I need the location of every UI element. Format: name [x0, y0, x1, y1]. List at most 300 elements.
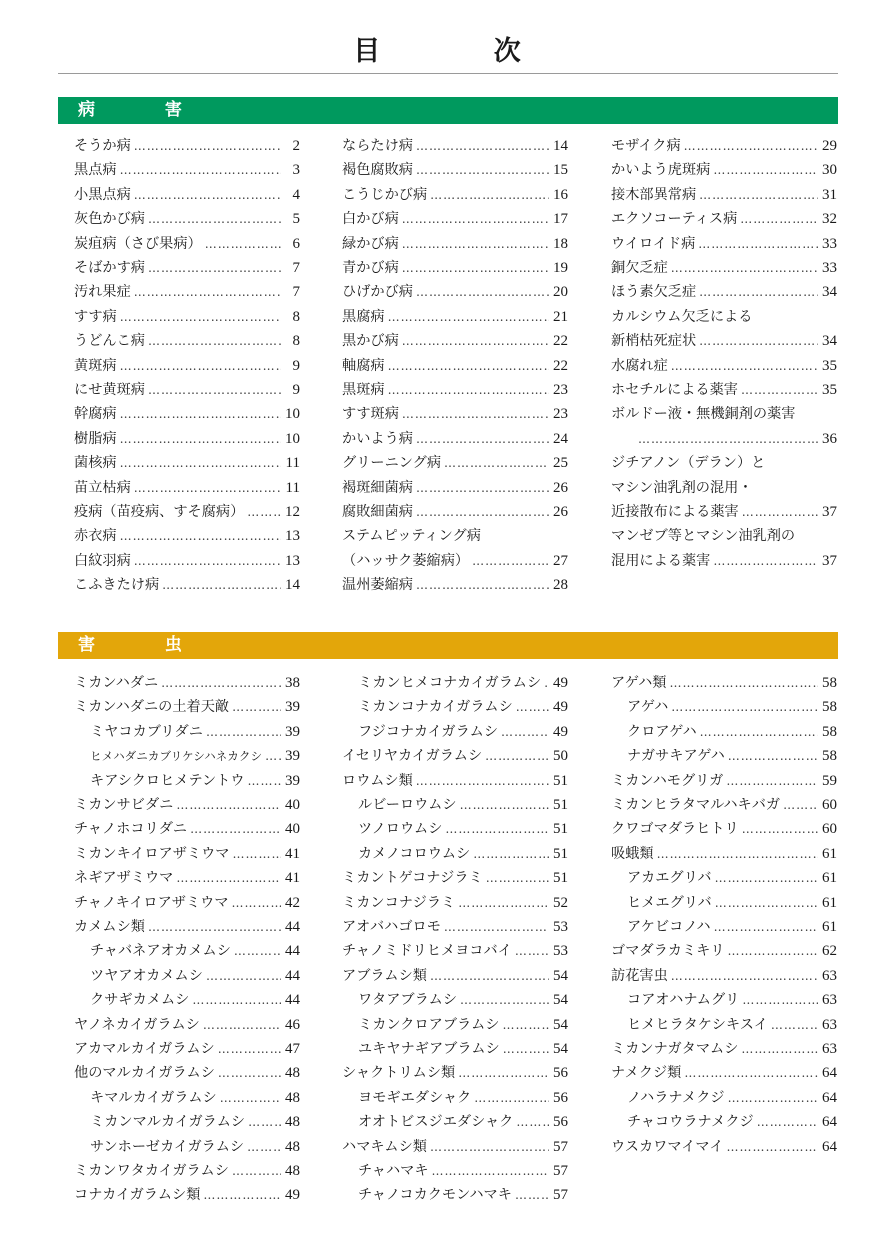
toc-entry	[611, 720, 837, 744]
toc-page-number: 63	[822, 1041, 837, 1057]
dot-leader	[783, 793, 818, 817]
dot-leader	[232, 695, 281, 719]
toc-entry-label: アケビコノハ	[627, 919, 711, 935]
dot-leader	[220, 1086, 281, 1110]
toc-entry	[342, 1159, 568, 1183]
toc-page-number: 44	[285, 992, 300, 1009]
toc-entry	[342, 695, 568, 719]
dot-leader	[203, 1013, 281, 1037]
dot-leader	[458, 891, 549, 915]
toc-page-number: 22	[553, 333, 568, 350]
toc-page-number: 47	[285, 1041, 300, 1057]
toc-entry-label: 炭疽病（さび果病）	[74, 235, 202, 252]
toc-entry-label: 新梢枯死症状	[611, 333, 697, 350]
toc-entry-label: うどんこ病	[74, 333, 145, 350]
toc-entry	[74, 549, 300, 573]
toc-page-number: 9	[292, 357, 300, 374]
toc-entry	[342, 988, 568, 1012]
toc-page-number: 37	[822, 504, 837, 520]
toc-page-number: 51	[553, 845, 568, 862]
toc-entry	[611, 232, 837, 256]
toc-entry-label: ミカンヒラタマルハキバガ	[611, 797, 781, 813]
toc-entry	[342, 354, 568, 378]
dot-leader	[700, 720, 818, 744]
toc-entry-label: キアシクロヒメテントウ	[90, 772, 245, 789]
toc-page-number: 4	[292, 186, 300, 203]
toc-entry	[342, 573, 568, 597]
dot-leader	[247, 1135, 281, 1159]
toc-page-number: 48	[285, 1065, 300, 1082]
toc-page-number: 63	[822, 967, 837, 984]
toc-entry-label: 白かび病	[342, 211, 399, 228]
toc-page-number: 23	[553, 406, 568, 423]
toc-entry-label: ゴマダラカミキリ	[611, 943, 725, 960]
dot-leader	[515, 939, 549, 963]
dot-leader	[515, 1183, 549, 1207]
toc-page-number: 64	[822, 1138, 837, 1155]
toc-entry	[342, 1061, 568, 1085]
toc-page-number: 11	[285, 479, 300, 496]
toc-page-number: 21	[553, 308, 568, 325]
toc-entry	[74, 476, 300, 500]
toc-page-number: 54	[553, 967, 568, 984]
toc-entry-label: カメノコロウムシ	[358, 845, 471, 862]
toc-entry-label: 黒かび病	[342, 333, 399, 350]
dot-leader	[474, 1086, 549, 1110]
toc-entry	[74, 1037, 300, 1061]
dot-leader	[402, 232, 549, 256]
dot-leader	[176, 793, 281, 817]
toc-entry-label: フジコナカイガラムシ	[358, 723, 499, 740]
dot-leader	[473, 842, 549, 866]
dot-leader	[402, 402, 549, 426]
toc-entry	[342, 549, 568, 573]
toc-entry	[611, 1037, 837, 1061]
toc-entry	[611, 744, 837, 768]
toc-page-number: 54	[553, 1041, 568, 1057]
toc-page-number: 61	[822, 894, 837, 911]
toc-entry	[611, 354, 837, 378]
dot-leader	[416, 134, 549, 158]
toc-page-number: 64	[822, 1089, 837, 1106]
toc-entry	[611, 1086, 837, 1110]
dot-leader	[190, 817, 281, 841]
toc-entry	[342, 1183, 568, 1207]
toc-page-number: 48	[285, 1163, 300, 1179]
toc-entry-label: 灰色かび病	[74, 211, 145, 228]
dot-leader	[516, 695, 549, 719]
toc-entry	[74, 1061, 300, 1085]
toc-entry	[74, 769, 300, 793]
toc-entry-label: ステムピッティング病	[342, 528, 481, 545]
toc-entry-label: ミカンハダニ	[74, 675, 159, 691]
dot-leader	[741, 378, 818, 402]
toc-page-number: 41	[285, 845, 300, 862]
toc-page-number: 51	[553, 821, 568, 838]
toc-entry-label: チャバネアオカメムシ	[90, 943, 231, 960]
toc-entry	[74, 256, 300, 280]
toc-page-number: 34	[822, 333, 837, 350]
toc-entry	[342, 500, 568, 524]
toc-entry-label: エクソコーティス病	[611, 211, 738, 228]
toc-entry	[74, 524, 300, 548]
dot-leader	[444, 451, 549, 475]
toc-page-number: 7	[292, 260, 300, 276]
section-band-disease	[58, 97, 838, 124]
toc-entry	[74, 451, 300, 475]
toc-entry-label: ヤノネカイガラムシ	[74, 1016, 200, 1033]
dot-leader	[218, 1037, 281, 1061]
toc-page-number: 28	[553, 577, 568, 594]
toc-page-number: 26	[553, 504, 568, 520]
toc-entry-label: こうじかび病	[342, 186, 428, 203]
toc-entry-label: ジチアノン（デラン）と	[611, 455, 766, 472]
toc-entry	[342, 842, 568, 866]
toc-entry-label: ツヤアオカメムシ	[90, 967, 203, 984]
toc-entry-label: ほう素欠乏症	[611, 284, 697, 301]
dot-leader	[726, 769, 818, 793]
toc-page-number: 51	[553, 870, 568, 887]
toc-entry-label: ツノロウムシ	[358, 821, 443, 838]
toc-entry-label: クロアゲハ	[627, 723, 697, 740]
toc-entry-label: チャノホコリダニ	[74, 821, 188, 838]
toc-entry-label: 白紋羽病	[74, 552, 131, 569]
toc-entry	[74, 793, 300, 817]
toc-page-number: 64	[822, 1114, 837, 1131]
toc-entry-label: ナガサキアゲハ	[627, 748, 725, 765]
toc-entry-label: そばかす病	[74, 260, 145, 276]
dot-leader	[388, 354, 549, 378]
dot-leader	[715, 891, 818, 915]
toc-page-number: 62	[822, 943, 837, 960]
dot-leader	[486, 866, 549, 890]
toc-page-number: 25	[553, 455, 568, 472]
toc-entry	[342, 524, 568, 548]
toc-entry-label: アブラムシ類	[342, 967, 427, 984]
toc-page-number: 64	[822, 1065, 837, 1082]
toc-entry	[74, 354, 300, 378]
toc-entry	[342, 1013, 568, 1037]
toc-entry	[74, 158, 300, 182]
toc-entry	[342, 280, 568, 304]
toc-entry-label: にせ黄斑病	[74, 382, 145, 398]
toc-entry	[342, 158, 568, 182]
toc-entry	[611, 207, 837, 231]
toc-entry-label: 赤衣病	[74, 528, 117, 545]
toc-entry-label: クワゴマダラヒトリ	[611, 821, 739, 838]
dot-leader	[265, 744, 281, 768]
dot-leader	[192, 988, 281, 1012]
toc-entry-label: すす病	[74, 308, 117, 325]
dot-leader	[699, 280, 818, 304]
toc-entry-label: グリーニング病	[342, 455, 442, 472]
toc-page-number: 49	[553, 675, 568, 691]
toc-entry-label: 樹脂病	[74, 430, 117, 447]
dot-leader	[485, 744, 549, 768]
toc-page-number: 29	[822, 138, 837, 154]
toc-entry	[74, 1013, 300, 1037]
toc-page-number: 50	[553, 748, 568, 765]
toc-page-number: 7	[292, 284, 300, 301]
dot-leader	[742, 817, 818, 841]
toc-entry	[74, 427, 300, 451]
toc-page-number: 35	[822, 357, 837, 374]
toc-page-number: 58	[822, 675, 837, 691]
toc-page-number: 35	[822, 382, 837, 398]
toc-entry-label: ミカントゲコナジラミ	[342, 870, 483, 887]
toc-entry	[74, 671, 300, 695]
toc-page-number: 32	[822, 211, 837, 228]
toc-entry	[611, 1013, 837, 1037]
toc-entry-label: チャハマキ	[358, 1163, 429, 1179]
dot-leader	[134, 280, 281, 304]
dot-leader	[206, 964, 281, 988]
toc-page-number: 14	[553, 138, 568, 154]
dot-leader	[120, 427, 281, 451]
toc-page-number: 18	[553, 235, 568, 252]
toc-entry	[342, 891, 568, 915]
dot-leader	[162, 573, 281, 597]
toc-entry-label: チャノミドリヒメヨコバイ	[342, 943, 512, 960]
dot-leader	[713, 549, 818, 573]
toc-entry-label: 緑かび病	[342, 235, 399, 252]
toc-entry-label: 褐色腐敗病	[342, 162, 413, 179]
dot-leader	[416, 769, 549, 793]
toc-entry-label: 黒斑病	[342, 382, 385, 398]
toc-entry-label: かいよう病	[342, 430, 413, 447]
dot-leader	[684, 1061, 818, 1085]
toc-page-number: 49	[553, 723, 568, 740]
toc-entry-label: ミカンコナカイガラムシ	[358, 699, 513, 716]
toc-entry	[611, 769, 837, 793]
toc-page-number: 5	[292, 211, 300, 228]
dot-leader	[742, 988, 818, 1012]
toc-entry-label: マシン油乳剤の混用・	[611, 479, 753, 496]
toc-entry	[611, 964, 837, 988]
toc-page-number: 15	[553, 162, 568, 179]
toc-entry-label: 接木部異常病	[611, 186, 697, 203]
toc-page-number: 9	[292, 382, 300, 398]
dot-leader	[430, 964, 549, 988]
section-heading-disease: 病 害	[78, 100, 214, 120]
toc-entry	[74, 378, 300, 402]
toc-entry	[611, 1061, 837, 1085]
toc-entry	[611, 378, 837, 402]
toc-page-number: 39	[285, 748, 300, 765]
toc-page-number: 61	[822, 919, 837, 935]
toc-page-number: 6	[292, 235, 300, 252]
toc-entry	[342, 232, 568, 256]
toc-entry-label: 水腐れ症	[611, 357, 668, 374]
dot-leader	[402, 329, 549, 353]
dot-leader	[430, 183, 549, 207]
dot-leader	[699, 183, 818, 207]
toc-entry-label: ミカンコナジラミ	[342, 894, 456, 911]
dot-leader	[671, 354, 818, 378]
dot-leader	[472, 549, 549, 573]
dot-leader	[684, 134, 818, 158]
dot-leader	[148, 329, 281, 353]
dot-leader	[416, 158, 549, 182]
dot-leader	[460, 793, 549, 817]
dot-leader	[176, 866, 281, 890]
toc-entry-label: 黒点病	[74, 162, 117, 179]
dot-leader	[740, 207, 818, 231]
toc-entry	[342, 183, 568, 207]
dot-leader	[402, 207, 549, 231]
toc-entry-label: カメムシ類	[74, 919, 145, 935]
toc-entry-label: 疫病（苗疫病、すそ腐病）	[74, 504, 245, 520]
toc-entry	[342, 671, 568, 695]
toc-entry	[74, 305, 300, 329]
toc-entry	[611, 939, 837, 963]
toc-entry-label: サンホーゼカイガラムシ	[90, 1138, 245, 1155]
dot-leader	[416, 500, 549, 524]
toc-entry	[611, 500, 837, 524]
toc-entry	[342, 476, 568, 500]
toc-entry-label: チャノキイロアザミウマ	[74, 894, 229, 911]
toc-entry-label: ハマキムシ類	[342, 1138, 427, 1155]
toc-page-number: 42	[285, 894, 300, 911]
toc-entry-label: すす斑病	[342, 406, 399, 423]
toc-page-number: 33	[822, 235, 837, 252]
dot-leader	[416, 427, 549, 451]
toc-page-number: 52	[553, 894, 568, 911]
toc-entry	[611, 1110, 837, 1134]
toc-page-number: 37	[822, 552, 837, 569]
toc-entry-label: シャクトリムシ類	[342, 1065, 456, 1082]
toc-page-number: 54	[553, 1016, 568, 1033]
dot-leader	[771, 1013, 818, 1037]
toc-page-number: 16	[553, 186, 568, 203]
dot-leader	[715, 866, 818, 890]
dot-leader	[444, 915, 549, 939]
toc-entry	[611, 402, 837, 426]
toc-page-number: 44	[285, 919, 300, 935]
toc-entry-label: ヒメヒラタケシキスイ	[627, 1016, 768, 1033]
toc-entry-label: ワタアブラムシ	[358, 992, 458, 1009]
toc-entry	[74, 695, 300, 719]
toc-page-number: 48	[285, 1089, 300, 1106]
toc-entry-label: 幹腐病	[74, 406, 117, 423]
toc-entry-label: 黄斑病	[74, 357, 117, 374]
toc-page-number: 61	[822, 845, 837, 862]
toc-entry	[74, 1159, 300, 1183]
toc-page-number: 60	[822, 821, 837, 838]
toc-entry-label: 汚れ果症	[74, 284, 131, 301]
toc-entry	[74, 842, 300, 866]
toc-entry-label: 混用による薬害	[611, 552, 711, 569]
toc-entry-label: ひげかび病	[342, 284, 413, 301]
toc-entry-label: ならたけ病	[342, 138, 413, 154]
toc-page-number: 17	[553, 211, 568, 228]
toc-entry	[74, 1086, 300, 1110]
toc-entry	[611, 451, 837, 475]
toc-entry-label: ボルドー液・無機銅剤の薬害	[611, 406, 796, 423]
dot-leader	[120, 158, 281, 182]
toc-entry	[611, 158, 837, 182]
toc-page-number: 20	[553, 284, 568, 301]
toc-entry-label: ミカンヒメコナカイガラムシ	[358, 675, 542, 691]
toc-entry-label: ウスカワマイマイ	[611, 1138, 724, 1155]
toc-entry	[342, 134, 568, 158]
toc-page-number: 39	[285, 723, 300, 740]
toc-page-number: 53	[553, 943, 568, 960]
toc-entry	[342, 1037, 568, 1061]
dot-leader	[416, 573, 549, 597]
dot-leader	[134, 476, 281, 500]
toc-page-number: 27	[553, 552, 568, 569]
dot-leader	[445, 817, 549, 841]
toc-entry	[342, 378, 568, 402]
dot-leader	[148, 915, 281, 939]
toc-entry-label: ヒメエグリバ	[627, 894, 712, 911]
toc-entry-label: コナカイガラムシ類	[74, 1187, 201, 1204]
toc-entry-label: かいよう虎斑病	[611, 162, 711, 179]
toc-entry-label: 銅欠乏症	[611, 260, 668, 276]
toc-entry	[342, 866, 568, 890]
toc-page-number: 10	[285, 406, 300, 423]
toc-page-number: 8	[292, 308, 300, 325]
dot-leader	[120, 402, 281, 426]
toc-entry-label: オオトビスジエダシャク	[358, 1114, 514, 1131]
dot-leader	[516, 1110, 549, 1134]
dot-leader	[247, 500, 281, 524]
toc-entry-label: ナメクジ類	[611, 1065, 682, 1082]
page-title: 目 次	[353, 36, 573, 67]
dot-leader	[120, 354, 281, 378]
toc-page-number: 33	[822, 260, 837, 276]
toc-entry	[74, 500, 300, 524]
dot-leader	[742, 500, 818, 524]
toc-entry-label: アオバハゴロモ	[342, 919, 441, 935]
toc-entry	[74, 720, 300, 744]
dot-leader	[134, 183, 281, 207]
toc-entry	[74, 329, 300, 353]
dot-leader	[148, 256, 281, 280]
toc-entry	[611, 476, 837, 500]
dot-leader	[120, 305, 281, 329]
toc-page-number: 39	[285, 772, 300, 789]
title-divider	[58, 73, 838, 74]
dot-leader	[458, 1061, 549, 1085]
toc-entry	[342, 964, 568, 988]
dot-leader	[432, 1159, 549, 1183]
toc-entry-label: ホセチルによる薬害	[611, 382, 738, 398]
toc-entry-label: 訪花害虫	[611, 967, 668, 984]
toc-page-number: 13	[285, 528, 300, 545]
toc-page-number: 58	[822, 748, 837, 765]
toc-entry	[611, 134, 837, 158]
toc-page-number: 30	[822, 162, 837, 179]
toc-entry	[342, 939, 568, 963]
dot-leader	[544, 671, 549, 695]
toc-entry	[611, 1135, 837, 1159]
toc-entry	[611, 671, 837, 695]
toc-page-number: 53	[553, 919, 568, 935]
toc-entry	[74, 402, 300, 426]
dot-leader	[699, 329, 818, 353]
toc-entry-label: カルシウム欠乏による	[611, 308, 753, 325]
toc-entry-label: ヒメハダニカブリケシハネカクシ	[90, 749, 263, 764]
toc-page-number: 36	[822, 430, 837, 447]
toc-entry-label: 温州萎縮病	[342, 577, 413, 594]
dot-leader	[148, 378, 281, 402]
toc-entry-label: 菌核病	[74, 455, 117, 472]
toc-entry	[611, 915, 837, 939]
toc-entry	[74, 817, 300, 841]
toc-entry	[611, 866, 837, 890]
